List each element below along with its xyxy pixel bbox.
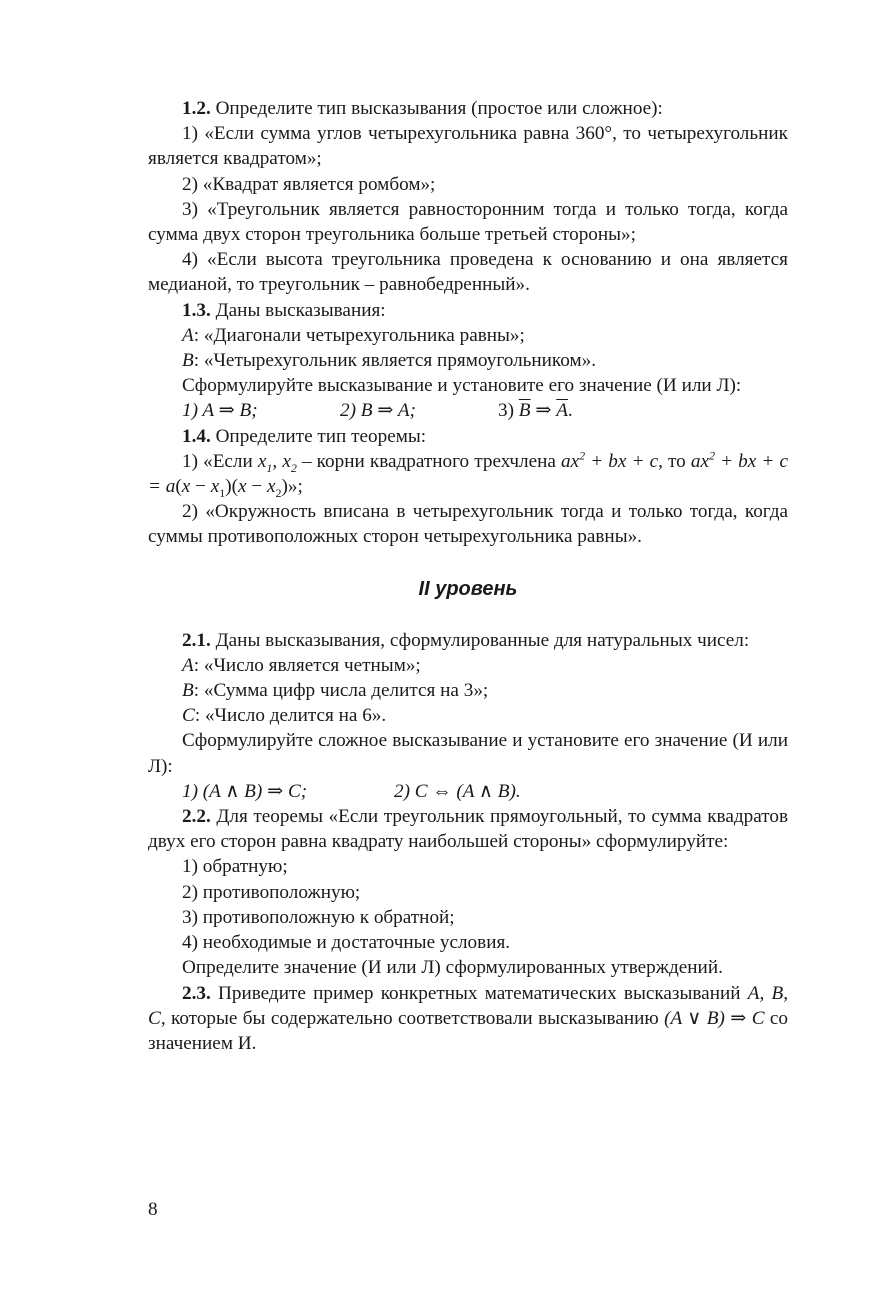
task-2-2-item-3: 3) противоположную к обратной; [182,906,455,928]
task-text: Определите тип высказывания (простое или сложное): [210,98,663,119]
task-1-2-item-2: 2) «Квадрат является ромбом»; [182,173,436,195]
var-c: C [182,705,195,727]
task-number: 2.2. [182,806,211,828]
text-part: »; [287,476,303,498]
var-b: B [182,350,194,372]
task-1-2-item-1: 1) «Если сумма углов четырехугольника равна 360°, то четырехугольник является квадратом»; [148,123,788,170]
statement-a [148,323,788,348]
task-2-1-heading [148,628,788,653]
text-part: , которые бы содержательно соответствовали высказыванию [160,1007,665,1029]
page-number: 8 [148,1199,158,1220]
task-1-2-item-4: 4) «Если высота треугольника проведена к основанию и она является медианой, то треугольник – равнобедренный». [148,249,788,296]
task-1-3-heading [148,298,788,323]
statement-text: : «Четырехугольник является прямоугольником». [193,350,597,372]
task-2-2-heading [148,804,788,854]
statement-b [148,348,788,373]
var-a: A [182,654,194,676]
task-number: 1.3. [182,299,211,321]
statement-text: : «Диагонали четырехугольника равны»; [193,324,525,346]
task-number: 1.4. [182,425,211,447]
var-a-negated: $\overline{A}$ [556,400,568,422]
task-1-2-heading [148,96,788,121]
task-1-3-instruction: Сформулируйте высказывание и установите его значение (И или Л): [182,375,742,397]
task-1-4-heading [148,424,788,449]
task-2-2-item-4: 4) необходимые и достаточные условия. [182,932,511,954]
statement-text: : «Число является четным»; [193,654,421,676]
option-prefix: 3) [498,400,519,422]
task-text: Определите тип теоремы: [210,425,427,447]
var-b: B [182,680,194,702]
task-2-1-options [148,779,788,804]
vars-abc: A, B, C [148,982,788,1029]
var-a: A [182,324,194,346]
statement-text: : «Сумма цифр числа делится на 3»; [193,680,489,702]
task-2-2-item-2: 2) противоположную; [182,881,361,903]
roots-formula: $x_1$, $x_2$ [257,450,297,475]
option-2: 2) B ⇒ A; [340,400,416,422]
statement-c [148,703,788,728]
option-2: 2) C ⇔ (A ∧ B). [394,780,521,802]
option-1: 1) A ⇒ B; [182,400,258,422]
text-part: – корни квадратного трехчлена [296,450,561,472]
var-b-negated: $\overline{B}$ [518,400,531,422]
page-body [148,96,788,1056]
statement-b [148,678,788,703]
period: . [567,400,573,422]
task-1-3-options [148,398,788,423]
formula: (A ∨ B) ⇒ C [664,1007,765,1029]
text-part: со значением И. [148,1007,788,1054]
task-text: Даны высказывания, сформулированные для натуральных чисел: [210,629,750,651]
section-heading: II уровень [418,577,518,600]
task-2-1-instruction: Сформулируйте сложное высказывание и установите его значение (И или Л): [148,730,788,777]
task-number: 2.1. [182,629,211,651]
task-number: 1.2. [182,98,211,119]
statement-text: : «Число делится на 6». [194,705,387,727]
task-2-2-instruction: Определите значение (И или Л) сформулированных утверждений. [182,957,723,979]
task-1-4-item-2: 2) «Окружность вписана в четырехугольник тогда и только тогда, когда суммы противоположных сторон четырехугольника равны». [148,501,788,548]
option-1: 1) (A ∧ B) ⇒ C; [182,780,308,802]
task-2-3 [148,981,788,1057]
text-part: , то [658,450,686,472]
task-number: 2.3. [182,982,211,1004]
task-2-2-item-1: 1) обратную; [182,856,288,878]
task-1-2-item-3: 3) «Треугольник является равносторонним тогда и только тогда, когда сумма двух сторон треугольника больше третьей стороны»; [148,198,788,246]
text-part: 1) «Если [182,450,258,472]
implies-sign: ⇒ [530,400,557,422]
factorization-formula: $ax^2$ + bx + c = a [148,448,788,498]
statement-a [148,653,788,678]
task-text: Для теоремы «Если треугольник прямоугольный, то сумма квадратов двух его сторон равна квадрату наибольшей стороны» сформулируйте: [148,806,788,853]
text-part: Приведите пример конкретных математических высказываний [210,982,748,1004]
option-3 [498,398,573,423]
task-1-4-item-1: 1) «Если $x_1$, $x_2$ – корни квадратного трехчлена $ax^2$ + bx + c, то $ax^2$ + bx + $c = a(x - x_1)(x - x_2)$»; [148,448,788,500]
trinomial-formula: $ax^2$ + bx + c [561,448,659,472]
task-text: Даны высказывания: [210,299,386,321]
